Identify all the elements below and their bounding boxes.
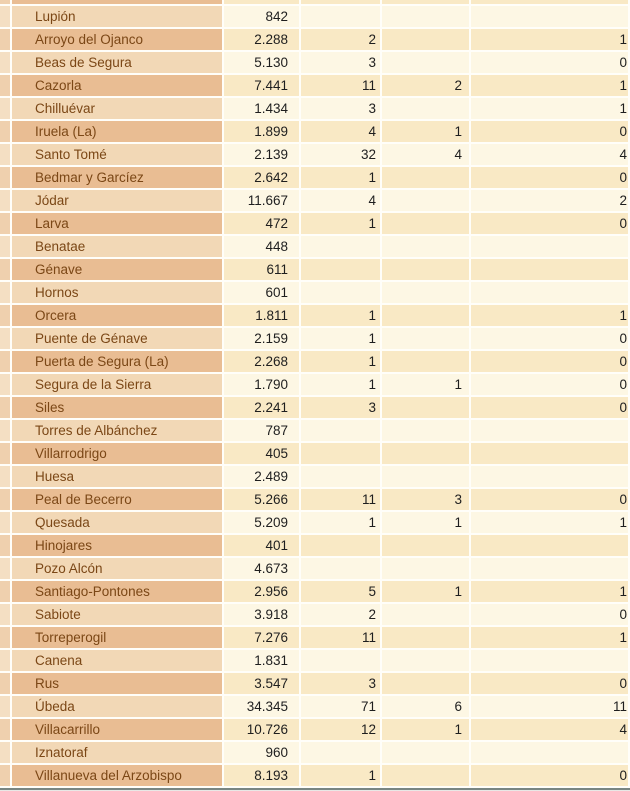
table-row: [0, 374, 630, 395]
value-cell-2: 3: [301, 673, 380, 694]
value-cell-3: [382, 420, 469, 441]
value-cell-2: 4: [301, 121, 380, 142]
table-row: [0, 650, 630, 671]
value-cell-4: 0: [471, 604, 628, 625]
table-row: [0, 121, 630, 142]
value-cell-2: 11: [301, 489, 380, 510]
row-left-strip-cell: [0, 673, 10, 694]
value-cell-3: [382, 305, 469, 326]
table-row: [0, 213, 630, 234]
value-cell-2: [301, 420, 380, 441]
row-left-strip-cell: [0, 328, 10, 349]
value-cell-3: [382, 673, 469, 694]
value-cell-3: [382, 351, 469, 372]
population-value-cell: 10.726: [224, 719, 299, 740]
value-cell-4: 0: [471, 397, 628, 418]
municipality-name-cell: [12, 0, 222, 4]
value-cell-2: [301, 742, 380, 763]
row-left-strip-cell: [0, 259, 10, 280]
table-row: [0, 696, 630, 717]
table-row-cutoff-top: [0, 0, 630, 4]
value-cell-2: 1: [301, 512, 380, 533]
value-cell-3: [382, 236, 469, 257]
table-row: [0, 627, 630, 648]
population-value-cell: 2.489: [224, 466, 299, 487]
table-row: [0, 29, 630, 50]
population-value-cell: 5.130: [224, 52, 299, 73]
table-row: [0, 167, 630, 188]
value-cell-3: [382, 627, 469, 648]
value-cell-3: [382, 535, 469, 556]
population-value-cell: 3.547: [224, 673, 299, 694]
value-cell-3: [382, 466, 469, 487]
municipality-name-cell: Peal de Becerro: [12, 489, 222, 510]
municipality-name-cell: Iznatoraf: [12, 742, 222, 763]
municipality-name-cell: Benatae: [12, 236, 222, 257]
population-value-cell: 401: [224, 535, 299, 556]
population-value-cell: 960: [224, 742, 299, 763]
row-left-strip-cell: [0, 351, 10, 372]
row-left-strip-cell: [0, 282, 10, 303]
row-left-strip-cell: [0, 121, 10, 142]
value-cell-3: [382, 742, 469, 763]
row-left-strip-cell: [0, 52, 10, 73]
value-cell-2: [301, 6, 380, 27]
value-cell-4: [471, 535, 628, 556]
row-left-strip-cell: [0, 374, 10, 395]
value-cell-3: 1: [382, 121, 469, 142]
municipality-name-cell: Hornos: [12, 282, 222, 303]
value-cell-4: 1: [471, 75, 628, 96]
value-cell-3: [382, 259, 469, 280]
row-left-strip-cell: [0, 305, 10, 326]
value-cell-4: 0: [471, 213, 628, 234]
row-left-strip-cell: [0, 719, 10, 740]
table-row: [0, 259, 630, 280]
value-cell-2: 71: [301, 696, 380, 717]
value-cell-2: [301, 443, 380, 464]
value-cell-3: 1: [382, 374, 469, 395]
row-left-strip-cell: [0, 6, 10, 27]
value-cell: [382, 0, 469, 4]
municipality-name-cell: Villacarrillo: [12, 719, 222, 740]
value-cell-4: 2: [471, 190, 628, 211]
municipality-name-cell: Génave: [12, 259, 222, 280]
value-cell-2: 2: [301, 29, 380, 50]
value-cell-2: 2: [301, 604, 380, 625]
value-cell-4: 0: [471, 673, 628, 694]
value-cell-4: 0: [471, 121, 628, 142]
table-row: [0, 351, 630, 372]
municipality-name-cell: Orcera: [12, 305, 222, 326]
value-cell-4: 1: [471, 512, 628, 533]
value-cell-4: [471, 742, 628, 763]
row-left-strip-cell: [0, 765, 10, 786]
population-value-cell: 2.956: [224, 581, 299, 602]
table-row: [0, 144, 630, 165]
value-cell-4: 0: [471, 167, 628, 188]
population-value-cell: 34.345: [224, 696, 299, 717]
municipality-name-cell: Cazorla: [12, 75, 222, 96]
population-value-cell: 2.288: [224, 29, 299, 50]
row-left-strip-cell: [0, 489, 10, 510]
population-value-cell: 8.193: [224, 765, 299, 786]
municipality-name-cell: Rus: [12, 673, 222, 694]
table-row: [0, 75, 630, 96]
municipality-name-cell: Chilluévar: [12, 98, 222, 119]
value-cell-2: 3: [301, 397, 380, 418]
value-cell-4: [471, 466, 628, 487]
population-value-cell: 1.831: [224, 650, 299, 671]
value-cell-4: 0: [471, 374, 628, 395]
row-left-strip-cell: [0, 558, 10, 579]
municipality-name-cell: Beas de Segura: [12, 52, 222, 73]
row-left-strip-cell: [0, 742, 10, 763]
value-cell-4: 1: [471, 581, 628, 602]
row-left-strip-cell: [0, 144, 10, 165]
row-left-strip-cell: [0, 29, 10, 50]
value-cell-3: [382, 765, 469, 786]
municipality-name-cell: Sabiote: [12, 604, 222, 625]
value-cell-2: 1: [301, 305, 380, 326]
value-cell-4: [471, 259, 628, 280]
value-cell-3: [382, 167, 469, 188]
table-row: [0, 765, 630, 786]
row-left-strip-cell: [0, 512, 10, 533]
population-value-cell: 405: [224, 443, 299, 464]
table-row: [0, 282, 630, 303]
value-cell-2: 32: [301, 144, 380, 165]
population-value-cell: 787: [224, 420, 299, 441]
row-left-strip-cell: [0, 650, 10, 671]
population-value-cell: 611: [224, 259, 299, 280]
value-cell-4: 4: [471, 144, 628, 165]
table-row: [0, 6, 630, 27]
municipality-name-cell: Bedmar y Garcíez: [12, 167, 222, 188]
value-cell-4: 1: [471, 627, 628, 648]
table-row: [0, 489, 630, 510]
value-cell: [471, 0, 628, 4]
population-value-cell: 1.434: [224, 98, 299, 119]
value-cell-2: 1: [301, 351, 380, 372]
value-cell-3: [382, 282, 469, 303]
table-row: [0, 466, 630, 487]
row-left-strip-cell: [0, 420, 10, 441]
value-cell-2: [301, 282, 380, 303]
municipality-name-cell: Segura de la Sierra: [12, 374, 222, 395]
row-left-strip-cell: [0, 443, 10, 464]
value-cell-3: 1: [382, 512, 469, 533]
municipality-name-cell: Pozo Alcón: [12, 558, 222, 579]
value-cell-2: 1: [301, 167, 380, 188]
municipality-name-cell: Santiago-Pontones: [12, 581, 222, 602]
municipality-name-cell: Lupión: [12, 6, 222, 27]
value-cell: [224, 0, 299, 4]
population-value-cell: 2.139: [224, 144, 299, 165]
value-cell-3: [382, 98, 469, 119]
table-row: [0, 397, 630, 418]
row-left-strip-cell: [0, 75, 10, 96]
value-cell-3: [382, 213, 469, 234]
population-value-cell: 472: [224, 213, 299, 234]
row-left-strip-cell: [0, 213, 10, 234]
value-cell-2: 12: [301, 719, 380, 740]
population-value-cell: 7.276: [224, 627, 299, 648]
value-cell-4: 0: [471, 351, 628, 372]
value-cell-2: 1: [301, 765, 380, 786]
value-cell-3: [382, 443, 469, 464]
municipality-name-cell: Villarrodrigo: [12, 443, 222, 464]
value-cell-2: [301, 259, 380, 280]
value-cell-4: 4: [471, 719, 628, 740]
table-row: [0, 535, 630, 556]
value-cell-3: [382, 604, 469, 625]
row-left-strip-cell: [0, 604, 10, 625]
municipality-name-cell: Santo Tomé: [12, 144, 222, 165]
municipality-name-cell: Huesa: [12, 466, 222, 487]
value-cell-2: [301, 466, 380, 487]
value-cell-3: [382, 558, 469, 579]
value-cell-3: 4: [382, 144, 469, 165]
row-left-strip-cell: [0, 535, 10, 556]
table-row: [0, 742, 630, 763]
municipality-name-cell: Quesada: [12, 512, 222, 533]
value-cell-3: [382, 6, 469, 27]
municipality-name-cell: Jódar: [12, 190, 222, 211]
population-value-cell: 5.209: [224, 512, 299, 533]
table-row: [0, 581, 630, 602]
value-cell-4: [471, 558, 628, 579]
row-left-strip-cell: [0, 581, 10, 602]
table-row: [0, 443, 630, 464]
value-cell-2: 1: [301, 328, 380, 349]
municipality-name-cell: Úbeda: [12, 696, 222, 717]
value-cell-4: [471, 650, 628, 671]
population-value-cell: 2.241: [224, 397, 299, 418]
value-cell-4: 0: [471, 489, 628, 510]
value-cell-3: [382, 29, 469, 50]
municipality-name-cell: Torres de Albánchez: [12, 420, 222, 441]
value-cell-2: 3: [301, 98, 380, 119]
table-row: [0, 98, 630, 119]
municipality-name-cell: Larva: [12, 213, 222, 234]
value-cell-4: [471, 282, 628, 303]
population-value-cell: 601: [224, 282, 299, 303]
row-left-strip-cell: [0, 0, 10, 4]
value-cell-3: [382, 52, 469, 73]
row-left-strip-cell: [0, 397, 10, 418]
value-cell-4: 1: [471, 29, 628, 50]
population-value-cell: 4.673: [224, 558, 299, 579]
value-cell-2: 4: [301, 190, 380, 211]
municipality-name-cell: Iruela (La): [12, 121, 222, 142]
table-row: [0, 305, 630, 326]
value-cell-3: [382, 650, 469, 671]
table-row: [0, 604, 630, 625]
value-cell-3: [382, 397, 469, 418]
population-value-cell: 5.266: [224, 489, 299, 510]
municipality-name-cell: Hinojares: [12, 535, 222, 556]
table-row: [0, 512, 630, 533]
row-left-strip-cell: [0, 190, 10, 211]
value-cell-2: [301, 236, 380, 257]
value-cell-2: [301, 558, 380, 579]
value-cell-2: 1: [301, 213, 380, 234]
value-cell-2: 11: [301, 75, 380, 96]
value-cell-2: 1: [301, 374, 380, 395]
value-cell-3: 3: [382, 489, 469, 510]
value-cell-2: 11: [301, 627, 380, 648]
value-cell-2: 3: [301, 52, 380, 73]
row-left-strip-cell: [0, 696, 10, 717]
row-left-strip-cell: [0, 98, 10, 119]
value-cell-4: 0: [471, 765, 628, 786]
table-row: [0, 190, 630, 211]
value-cell-2: [301, 535, 380, 556]
value-cell-4: 11: [471, 696, 628, 717]
table-row: [0, 52, 630, 73]
value-cell-4: [471, 236, 628, 257]
municipality-name-cell: Canena: [12, 650, 222, 671]
population-value-cell: 842: [224, 6, 299, 27]
row-left-strip-cell: [0, 236, 10, 257]
row-left-strip-cell: [0, 167, 10, 188]
municipality-name-cell: Puerta de Segura (La): [12, 351, 222, 372]
municipality-name-cell: Siles: [12, 397, 222, 418]
value-cell-3: [382, 190, 469, 211]
population-value-cell: 11.667: [224, 190, 299, 211]
table-row: [0, 236, 630, 257]
table-row: [0, 558, 630, 579]
population-value-cell: 2.159: [224, 328, 299, 349]
population-value-cell: 448: [224, 236, 299, 257]
population-value-cell: 2.642: [224, 167, 299, 188]
population-value-cell: 1.790: [224, 374, 299, 395]
value-cell-3: 1: [382, 719, 469, 740]
value-cell-4: 0: [471, 52, 628, 73]
value-cell-2: [301, 650, 380, 671]
value-cell-3: 2: [382, 75, 469, 96]
municipality-name-cell: Arroyo del Ojanco: [12, 29, 222, 50]
municipality-name-cell: Puente de Génave: [12, 328, 222, 349]
value-cell-3: 1: [382, 581, 469, 602]
value-cell-3: 6: [382, 696, 469, 717]
table-row: [0, 673, 630, 694]
row-left-strip-cell: [0, 466, 10, 487]
value-cell-4: [471, 420, 628, 441]
population-value-cell: 1.811: [224, 305, 299, 326]
value-cell-4: 1: [471, 98, 628, 119]
value-cell-4: [471, 6, 628, 27]
value-cell-4: [471, 443, 628, 464]
value-cell-2: 5: [301, 581, 380, 602]
row-left-strip-cell: [0, 627, 10, 648]
population-value-cell: 2.268: [224, 351, 299, 372]
value-cell-4: 1: [471, 305, 628, 326]
value-cell: [301, 0, 380, 4]
value-cell-4: 0: [471, 328, 628, 349]
population-value-cell: 1.899: [224, 121, 299, 142]
municipality-name-cell: Torreperogil: [12, 627, 222, 648]
population-value-cell: 7.441: [224, 75, 299, 96]
table-row: [0, 719, 630, 740]
municipality-name-cell: Villanueva del Arzobispo: [12, 765, 222, 786]
population-value-cell: 3.918: [224, 604, 299, 625]
table-row: [0, 420, 630, 441]
table-row: [0, 328, 630, 349]
value-cell-3: [382, 328, 469, 349]
